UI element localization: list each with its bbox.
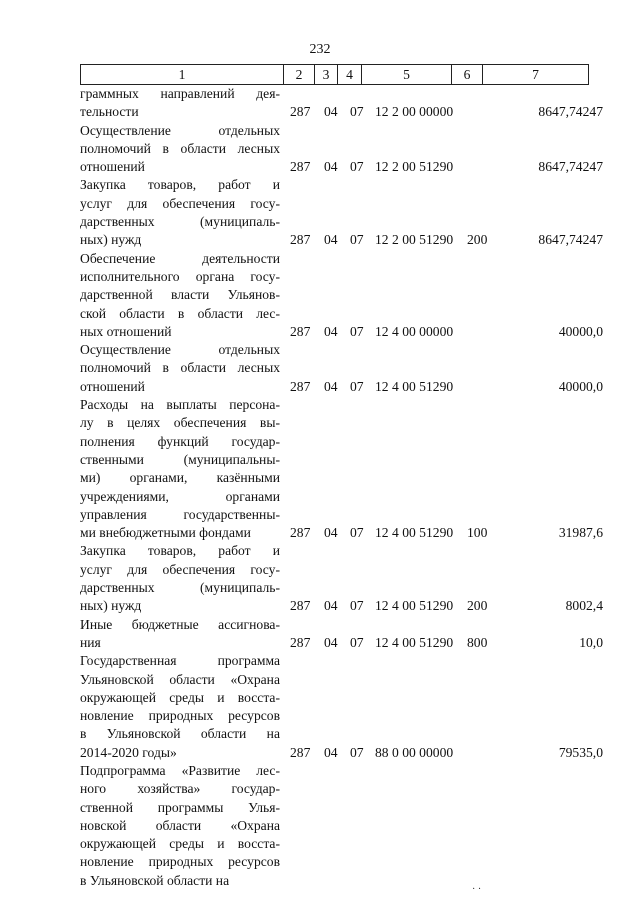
cell-c6: 100: [467, 525, 488, 541]
cell-c5: 12 2 00 51290: [375, 159, 454, 175]
cell-c5: 88 0 00 00000: [375, 744, 454, 760]
table-row: [0, 176, 640, 249]
description-line: ми внебюджетными фондами: [80, 525, 251, 541]
description-line: в Ульяновской области на: [80, 726, 280, 742]
cell-c5: 12 4 00 51290: [375, 525, 454, 541]
description-line: в Ульяновской области на: [80, 872, 230, 888]
description-line: отношений: [80, 159, 145, 175]
cell-c7: 40000,0: [558, 378, 603, 394]
description-line: услуг для обеспечения госу-: [80, 195, 280, 211]
row-codes: [0, 323, 640, 341]
description-line: окружающей среды и восста-: [80, 836, 280, 852]
cell-c2: 287: [290, 159, 311, 175]
cell-c3: 04: [324, 159, 338, 175]
scan-mark: · ·: [472, 884, 482, 895]
column-header-2: 2: [284, 65, 315, 85]
cell-c4: 07: [350, 104, 364, 120]
cell-c2: 287: [290, 232, 311, 248]
description-line: Ульяновской области «Охрана: [80, 671, 280, 687]
cell-c3: 04: [324, 104, 338, 120]
description-line: ных) нужд: [80, 598, 142, 614]
cell-c2: 287: [290, 525, 311, 541]
description-line: окружающей среды и восста-: [80, 689, 280, 705]
table-row: [0, 542, 640, 615]
description-line: ской области в области лес-: [80, 305, 280, 321]
cell-c3: 04: [324, 232, 338, 248]
cell-c3: 04: [324, 323, 338, 339]
description-line: ния: [80, 634, 101, 650]
cell-c6: 200: [467, 598, 488, 614]
cell-c5: 12 4 00 51290: [375, 634, 454, 650]
cell-c7: 31987,6: [558, 525, 603, 541]
cell-c4: 07: [350, 323, 364, 339]
column-header-7: 7: [483, 65, 589, 85]
description-line: 2014-2020 годы»: [80, 744, 177, 760]
cell-c4: 07: [350, 744, 364, 760]
cell-c2: 287: [290, 104, 311, 120]
description-line: исполнительного органа госу-: [80, 268, 280, 284]
table-row: [0, 616, 640, 653]
description-line: ных) нужд: [80, 232, 142, 248]
description-line: Обеспечение деятельности: [80, 250, 280, 266]
cell-c7: 8647,74247: [538, 159, 603, 175]
cell-c5: 12 4 00 00000: [375, 323, 454, 339]
cell-c7: 10,0: [579, 634, 603, 650]
description-line: Осуществление отдельных: [80, 122, 280, 138]
cell-c4: 07: [350, 232, 364, 248]
cell-c3: 04: [324, 378, 338, 394]
description-line: ми) органами, казёнными: [80, 470, 280, 486]
description-line: Закупка товаров, работ и: [80, 177, 280, 193]
column-header-row: [81, 65, 589, 85]
description-line: лу в целях обеспечения вы-: [80, 415, 280, 431]
description-line: Иные бюджетные ассигнова-: [80, 616, 280, 632]
description-line: Подпрограмма «Развитие лес-: [80, 762, 280, 778]
description-line: Закупка товаров, работ и: [80, 543, 280, 559]
cell-c7: 8647,74247: [538, 104, 603, 120]
table-row: [0, 85, 640, 122]
cell-c6: 800: [467, 634, 488, 650]
description-line: полномочий в области лесных: [80, 140, 280, 156]
column-header-5: 5: [362, 65, 452, 85]
description-line: дарственных (муниципаль-: [80, 580, 280, 596]
cell-c7: 8002,4: [565, 598, 603, 614]
row-codes: [0, 744, 640, 762]
description-line: полномочий в области лесных: [80, 360, 280, 376]
cell-c5: 12 2 00 00000: [375, 104, 454, 120]
row-codes: [0, 378, 640, 396]
table-row: [0, 122, 640, 177]
row-description: [80, 396, 280, 542]
description-line: услуг для обеспечения госу-: [80, 561, 280, 577]
description-line: дарственных (муниципаль-: [80, 214, 280, 230]
row-codes: [0, 231, 640, 249]
cell-c2: 287: [290, 634, 311, 650]
description-line: учреждениями, органами: [80, 488, 280, 504]
cell-c5: 12 4 00 51290: [375, 598, 454, 614]
cell-c7: 40000,0: [558, 323, 603, 339]
row-codes: [0, 103, 640, 121]
cell-c4: 07: [350, 378, 364, 394]
description-line: дарственной власти Ульянов-: [80, 287, 280, 303]
cell-c7: 79535,0: [558, 744, 603, 760]
cell-c3: 04: [324, 744, 338, 760]
table-row: [0, 652, 640, 762]
row-codes: [0, 158, 640, 176]
description-line: новской области «Охрана: [80, 817, 280, 833]
table-row: [0, 341, 640, 396]
cell-c3: 04: [324, 598, 338, 614]
cell-c6: 200: [467, 232, 488, 248]
description-line: ного хозяйства» государ-: [80, 781, 280, 797]
description-line: Государственная программа: [80, 653, 280, 669]
table-row: [0, 762, 640, 890]
column-header-table: [80, 64, 589, 85]
description-line: полнения функций государ-: [80, 433, 280, 449]
cell-c5: 12 4 00 51290: [375, 378, 454, 394]
column-header-1: 1: [81, 65, 284, 85]
cell-c2: 287: [290, 323, 311, 339]
page-number: 232: [309, 42, 331, 57]
cell-c2: 287: [290, 378, 311, 394]
row-codes: [0, 597, 640, 615]
description-line: ственной программы Улья-: [80, 799, 280, 815]
row-codes: [0, 634, 640, 652]
cell-c4: 07: [350, 525, 364, 541]
description-line: граммных направлений дея-: [80, 86, 280, 101]
description-line: ственными (муниципальны-: [80, 451, 280, 467]
table-row: [0, 396, 640, 542]
cell-c4: 07: [350, 159, 364, 175]
table-body: [0, 85, 640, 890]
description-line: новление природных ресурсов: [80, 708, 280, 724]
description-line: новление природных ресурсов: [80, 854, 280, 870]
description-line: ных отношений: [80, 323, 172, 339]
cell-c4: 07: [350, 634, 364, 650]
column-header-4: 4: [338, 65, 362, 85]
cell-c2: 287: [290, 744, 311, 760]
cell-c5: 12 2 00 51290: [375, 232, 454, 248]
description-line: отношений: [80, 378, 145, 394]
row-codes: [0, 872, 640, 890]
table-row: [0, 250, 640, 341]
cell-c3: 04: [324, 525, 338, 541]
row-codes: [0, 524, 640, 542]
cell-c7: 8647,74247: [538, 232, 603, 248]
column-header-6: 6: [452, 65, 483, 85]
description-line: Осуществление отдельных: [80, 342, 280, 358]
description-line: Расходы на выплаты персона-: [80, 397, 280, 413]
column-header-3: 3: [315, 65, 338, 85]
cell-c4: 07: [350, 598, 364, 614]
cell-c2: 287: [290, 598, 311, 614]
description-line: управления государственны-: [80, 506, 280, 522]
cell-c3: 04: [324, 634, 338, 650]
description-line: тельности: [80, 104, 139, 120]
